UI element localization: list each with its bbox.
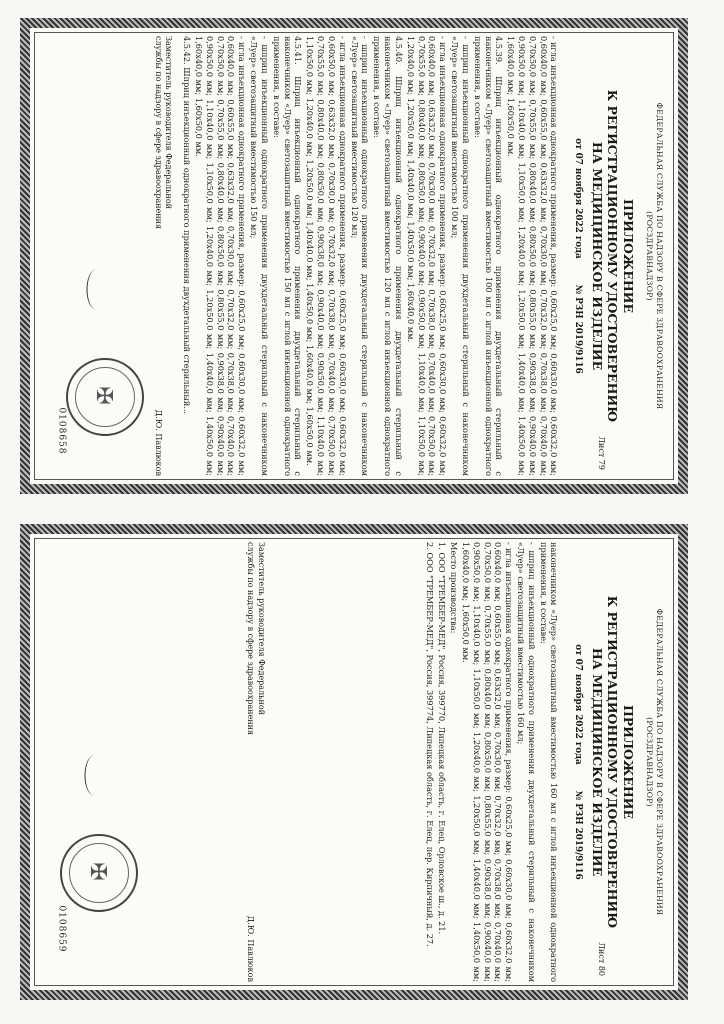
date-row — [571, 542, 583, 982]
ornamental-frame — [20, 524, 688, 1000]
doc-number: № РЗН 2019/9116 — [573, 790, 584, 880]
paragraph: - игла инъекционная однократного применения, размер: 0,60x25,0 мм; 0,60x30,0 мм; 0,60x32,0 мм; 0,60x40,0 мм; 0,63x32,0 мм; 0,70x30,0 мм; 0,70x32,0 мм; 0,70x38,0 мм; 0,70x40,0 мм; 0,70x50,0 мм; 0,70x55,0 мм; 0,80x40,0 мм; 0,80x50,0 мм; 0,90x40,0 мм; 0,90x50,0 мм; 1,10x40,0 мм; 1,10x50,0 мм; 1,20x40,0 мм; 1,20x50,0 мм; 1,40x40,0 мм; 1,40x50,0 мм; 1,60x40,0 мм. — [405, 36, 449, 476]
paragraph: 4.5.40. Шприц инъекционный однократного применения двухдетальный стерильный с наконечником «Луер» светозащитный вместимостью 120 мл с иглой инъекционной однократного применения, в составе: — [372, 36, 404, 476]
agency-short: (РОСЗДРАВНАДЗОР) — [644, 717, 654, 807]
signer-name: Д.Ю. Павлюков — [246, 915, 255, 982]
title-line-1: ПРИЛОЖЕНИЕ — [620, 198, 636, 314]
agency-name: ФЕДЕРАЛЬНАЯ СЛУЖБА ПО НАДЗОРУ В СФЕРЕ ЗДРАВООХРАНЕНИЯ — [655, 608, 664, 916]
signature-mark-icon — [85, 756, 104, 796]
serial-number: 0108658 — [56, 407, 67, 455]
signature-block — [244, 542, 265, 982]
signature-mark-icon — [87, 270, 106, 310]
body-text — [425, 542, 560, 982]
paragraph: - шприц инъекционный однократного применения двухдетальный стерильный с наконечником «Луер» светозащитный вместимостью 100 мл; — [450, 36, 471, 476]
paragraph: - игла инъекционная однократного применения, размер: 0,60x25,0 мм; 0,60x30,0 мм; 0,60x32,0 мм; 0,60x40,0 мм; 0,60x55,0 мм; 0,63x32,0 мм; 0,70x30,0 мм; 0,70x32,0 мм; 0,70x38,0 мм; 0,70x40,0 мм; 0,70x50,0 мм; 0,70x55,0 мм; 0,80x40,0 мм; 0,80x50,0 мм; 0,80x55,0 мм; 0,90x38,0 мм; 0,90x40,0 мм; 0,90x50,0 мм; 1,10x40,0 мм; 1,10x50,0 мм; 1,20x40,0 мм; 1,20x50,0 мм; 1,40x40,0 мм; 1,40x50,0 мм; 1,60x40,0 мм; 1,60x50,0 мм. — [193, 36, 248, 476]
rotated-content — [44, 542, 664, 982]
paragraph: наконечником «Луер» светозащитный вместимостью 160 мл с иглой инъекционной однократного применения, в составе: — [538, 542, 560, 982]
seal-stamp-icon: ✠ — [60, 834, 138, 912]
sheet-number: Лист 79 — [597, 436, 606, 470]
paragraph: - игла инъекционная однократного применения, размер: 0,60x25,0 мм; 0,60x30,0 мм; 0,60x32,0 мм; 0,60x40,0 мм; 0,60x55,0 мм; 0,63x32,0 мм; 0,70x30,0 мм; 0,70x32,0 мм; 0,70x38,0 мм; 0,70x40,0 мм; 0,70x50,0 мм; 0,70x55,0 мм; 0,80x40,0 мм; 0,80x50,0 мм; 0,80x55,0 мм; 0,90x38,0 мм; 0,90x40,0 мм; 0,90x50,0 мм; 1,10x40,0 мм; 1,10x50,0 мм; 1,20x40,0 мм; 1,20x50,0 мм; 1,40x40,0 мм; 1,40x50,0 мм; 1,60x40,0 мм; 1,60x50,0 мм. — [506, 36, 560, 476]
paragraph: 4.5.42. Шприц инъекционный однократного применения двухдетальный стерильный... — [182, 36, 193, 415]
signer-title: Заместитель руководителя Федеральной службы по надзору в сфере здравоохранения — [153, 36, 174, 230]
doc-date: от 07 ноября 2022 года — [573, 644, 584, 765]
paragraph: - шприц инъекционный однократного применения двухдетальный стерильный с наконечником «Луер» светозащитный вместимостью 160 мл; — [516, 542, 537, 982]
paragraph: 1. ООО "ТРЕМБЕР-МЕД", Россия, 399770, Липецкая область, г. Елец, Орловское ш., д. 21. — [437, 542, 448, 935]
doc-date: от 07 ноября 2022 года — [573, 138, 584, 259]
sheet-80 — [0, 514, 724, 1014]
doc-number: № РЗН 2019/9116 — [573, 284, 584, 374]
title-line-3: НА МЕДИЦИНСКОЕ ИЗДЕЛИЕ — [589, 141, 605, 371]
signer-name: Д.Ю. Павлюков — [153, 409, 163, 476]
body-text — [181, 36, 559, 476]
paragraph: - шприц инъекционный однократного применения двухдетальный стерильный с наконечником «Луер» светозащитный вместимостью 120 мл; — [349, 36, 371, 476]
title-line-3: НА МЕДИЦИНСКОЕ ИЗДЕЛИЕ — [589, 647, 605, 877]
sheet-79 — [0, 8, 724, 508]
sheet-number: Лист 80 — [597, 942, 606, 976]
signer-title: Заместитель руководителя Федеральной службы по надзору в сфере здравоохранения — [246, 542, 266, 736]
paragraph: - шприц инъекционный однократного применения двухдетальный стерильный с наконечником «Луер» светозащитный вместимостью 150 мл; — [249, 36, 270, 476]
doc-title — [589, 36, 636, 476]
ornamental-frame — [20, 18, 688, 494]
paragraph: - игла инъекционная однократного применения, размер: 0,60x25,0 мм; 0,60x30,0 мм; 0,60x32,0 мм; 0,60x50,0 мм; 0,63x32,0 мм; 0,70x30,0 мм; 0,70x32,0 мм; 0,70x38,0 мм; 0,70x40,0 мм; 0,70x50,0 мм; 0,70x55,0 мм; 0,80x40,0 мм; 0,80x50,0 мм; 0,90x38,0 мм; 0,90x40,0 мм; 0,90x50,0 мм; 1,10x40,0 мм; 1,10x50,0 мм; 1,20x40,0 мм; 1,20x50,0 мм; 1,40x40,0 мм; 1,40x50,0 мм; 1,60x40,0 мм; 1,60x50,0 мм. — [305, 36, 348, 476]
agency-short: (РОСЗДРАВНАДЗОР) — [644, 211, 654, 301]
title-line-1: ПРИЛОЖЕНИЕ — [620, 704, 636, 820]
date-row — [571, 36, 583, 476]
seal-stamp-icon: ✠ — [66, 358, 144, 436]
doc-title — [589, 542, 636, 982]
paragraph: Место производства: — [449, 542, 460, 634]
paragraph: 4.5.39. Шприц инъекционный однократного применения двухдетальный стерильный с наконечником «Луер» светозащитный вместимостью 100 мл с иглой инъекционной однократного применения, в составе: — [472, 36, 505, 476]
paragraph: - игла инъекционная однократного применения, размер: 0,60x25,0 мм; 0,60x30,0 мм; 0,60x32,0 мм; 0,60x40,0 мм; 0,60x55,0 мм; 0,63x32,0 мм; 0,70x30,0 мм; 0,70x32,0 мм; 0,70x38,0 мм; 0,70x40,0 мм; 0,70x50,0 мм; 0,70x55,0 мм; 0,80x40,0 мм; 0,80x50,0 мм; 0,80x55,0 мм; 0,90x38,0 мм; 0,90x40,0 мм; 0,90x50,0 мм; 1,10x40,0 мм; 1,10x50,0 мм; 1,20x40,0 мм; 1,20x50,0 мм; 1,40x40,0 мм; 1,40x50,0 мм; 1,60x40,0 мм; 1,60x50,0 мм. — [460, 542, 515, 982]
spacer — [274, 542, 424, 982]
title-line-2: К РЕГИСТРАЦИОННОМУ УДОСТОВЕРЕНИЮ — [605, 595, 621, 929]
signature-block — [152, 36, 173, 476]
paragraph: 4.5.41. Шприц инъекционный однократного применения двухдетальный стерильный с наконечником «Луер» светозащитный вместимостью 150 мл с иглой инъекционной однократного применения, в составе: — [271, 36, 304, 476]
title-line-2: К РЕГИСТРАЦИОННОМУ УДОСТОВЕРЕНИЮ — [605, 89, 621, 423]
serial-number: 0108659 — [56, 905, 67, 953]
agency-name: ФЕДЕРАЛЬНАЯ СЛУЖБА ПО НАДЗОРУ В СФЕРЕ ЗДРАВООХРАНЕНИЯ — [655, 102, 664, 410]
paragraph: 2. ООО "ТРЕМБЕР-МЕД", Россия, 399774, Липецкая область, г. Елец, пер. Кирпичный, д. 27. — [425, 542, 436, 947]
